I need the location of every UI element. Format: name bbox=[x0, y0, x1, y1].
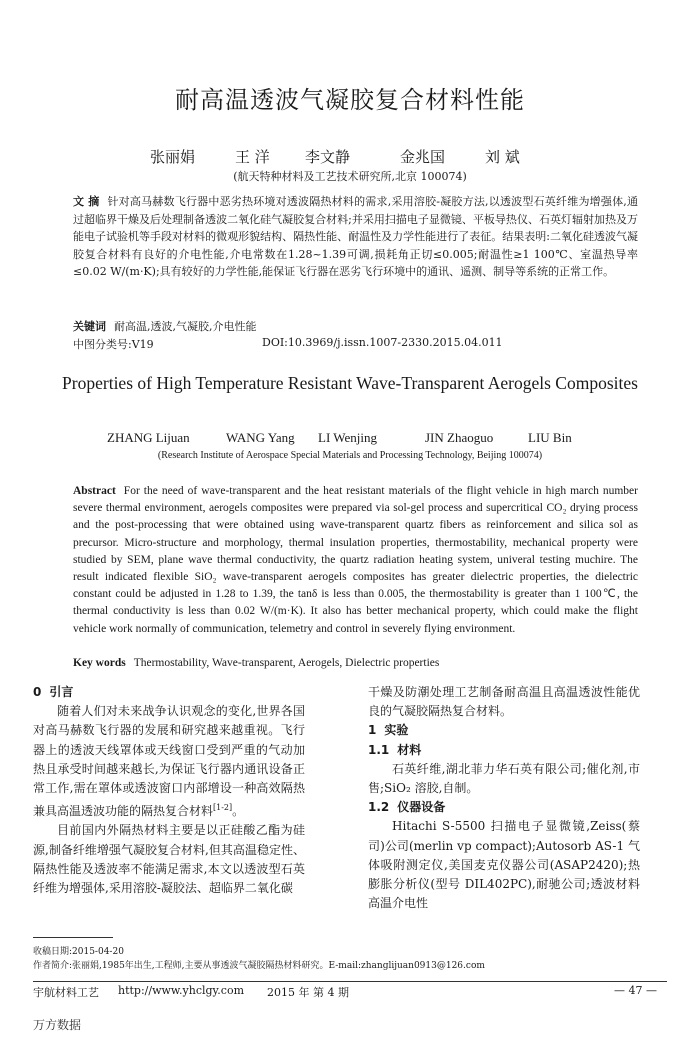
footnote-author-bio: 作者简介:张丽娟,1985年出生,工程师,主要从事透波气凝胶隔热材料研究。E-mail:zhanglijuan0913@126.com bbox=[33, 961, 485, 971]
body-column-right bbox=[368, 683, 640, 913]
materials-paragraph: 石英纤维,湖北菲力华石英有限公司;催化剂,市售;SiO₂ 溶胶,自制。 bbox=[368, 761, 640, 796]
paper-title-en: Properties of High Temperature Resistant Wave-Transparent Aerogels Composites bbox=[62, 373, 638, 393]
section-number: 1.1 bbox=[368, 742, 390, 757]
footnote-divider bbox=[33, 937, 113, 938]
author-name-cn: 王 洋 bbox=[235, 148, 270, 166]
keywords-cn bbox=[73, 318, 638, 334]
affiliation-en: (Research Institute of Aerospace Special Materials and Processing Technology, Beijing 100074) bbox=[157, 450, 543, 461]
keywords-label-cn: 关键词 bbox=[73, 320, 106, 333]
footer-divider bbox=[33, 981, 667, 982]
watermark-text: 万方数据 bbox=[33, 1018, 82, 1032]
page-number: — 47 — bbox=[614, 984, 657, 997]
abstract-en bbox=[73, 483, 638, 638]
footer-url-link[interactable]: http://www.yhclgy.com bbox=[118, 984, 245, 997]
section-title: 引言 bbox=[49, 685, 74, 699]
intro-paragraph-continued: 干燥及防潮处理工艺制备耐高温且高温透波性能优良的气凝胶隔热复合材料。 bbox=[368, 685, 640, 719]
author-name-en: ZHANG Lijuan bbox=[107, 430, 190, 445]
author-name-en: JIN Zhaoguo bbox=[425, 430, 494, 445]
footer-journal-name: 宇航材料工艺 bbox=[33, 986, 99, 999]
keywords-label-en: Key words bbox=[73, 657, 126, 669]
section-title: 实验 bbox=[384, 723, 409, 738]
abstract-label-cn: 文 摘 bbox=[73, 195, 100, 208]
doi-link[interactable]: DOI:10.3969/j.issn.1007-2330.2015.04.011 bbox=[262, 336, 503, 349]
author-name-en: LIU Bin bbox=[528, 430, 572, 445]
paragraph-text: 随着人们对未来战争认识观念的变化,世界各国对高马赫数飞行器的发展和研究越来越重视。飞行器上的透波天线罩体或天线窗口受到严重的气动加热且承受时间越来越长,为保证飞行器内通讯设备正常工作,需在罩体或透波窗口内部增设一种高效隔热兼具高温透波功能的隔热复合材料 bbox=[33, 704, 305, 819]
abstract-label-en: Abstract bbox=[73, 485, 116, 497]
classification-line bbox=[73, 336, 638, 352]
section-number: 0 bbox=[33, 685, 42, 699]
subsection-heading-equipment bbox=[368, 798, 640, 817]
subsection-heading-materials bbox=[368, 741, 640, 760]
affiliation-cn: (航天特种材料及工艺技术研究所,北京 100074) bbox=[233, 170, 467, 183]
equipment-paragraph: Hitachi S-5500 扫描电子显微镜,Zeiss(蔡司)公司(merlin vp compact);Autosorb AS-1 气体吸附测定仪,美国麦克仪器公司(ASAP2420);热膨胀分析仪(型号 DIL402PC),耐驰公司;透波材料高温介电性 bbox=[368, 819, 640, 911]
section-number: 1.2 bbox=[368, 800, 390, 815]
author-name-cn: 李文静 bbox=[305, 148, 351, 166]
classification-number: 中图分类号:V19 bbox=[73, 338, 154, 351]
abstract-cn bbox=[73, 193, 638, 281]
section-heading-introduction bbox=[33, 683, 305, 702]
keywords-en bbox=[73, 657, 638, 669]
author-name-en: WANG Yang bbox=[226, 430, 295, 445]
section-title: 材料 bbox=[397, 742, 422, 757]
section-title: 仪器设备 bbox=[397, 800, 446, 815]
author-name-en: LI Wenjing bbox=[318, 430, 378, 445]
section-number: 1 bbox=[368, 723, 377, 738]
intro-paragraph-1 bbox=[33, 702, 305, 821]
body-column-left bbox=[33, 683, 305, 898]
intro-paragraph-2: 目前国内外隔热材料主要是以正硅酸乙酯为硅源,制备纤维增强气凝胶复合材料,但其高温稳定性、隔热性能及透波率不能满足需求,本文以透波型石英纤维为增强体,采用溶胶-凝胶法、超临界二氧化碳 bbox=[33, 823, 305, 896]
author-name-cn: 金兆国 bbox=[400, 148, 446, 166]
keywords-text-en: Thermostability, Wave-transparent, Aerogels, Dielectric properties bbox=[133, 657, 440, 669]
footnote-received-date: 收稿日期:2015-04-20 bbox=[33, 947, 124, 957]
paragraph-end: 。 bbox=[232, 804, 245, 819]
citation-ref[interactable]: [1-2] bbox=[213, 803, 233, 813]
author-name-cn: 张丽娟 bbox=[150, 148, 196, 166]
keywords-text-cn: 耐高温,透波,气凝胶,介电性能 bbox=[114, 320, 257, 333]
author-name-cn: 刘 斌 bbox=[485, 148, 520, 166]
footer-issue: 2015 年 第 4 期 bbox=[267, 986, 349, 999]
section-heading-experiment bbox=[368, 721, 640, 740]
abstract-text-cn: 针对高马赫数飞行器中恶劣热环境对透波隔热材料的需求,采用溶胶-凝胶方法,以透波型石英纤维为增强体,通过超临界干燥及后处理制备透波二氧化硅气凝胶复合材料;并采用扫描电子显微镜、平板导热仪、石英灯辐射加热及万能电子试验机等手段对材料的微观形貌结构、隔热性能、耐温性及力学性能进行了表征。结果表明:二氧化硅透波气凝胶复合材料有良好的介电性能,介电常数在1.28~1.39可调,损耗角正切≤0.005;耐温性≥1 100℃、室温热导率≤0.02 W/(m·K);具有较好的力学性能,能保证飞行器在恶劣飞行环境中的通讯、遥测、制导等系统的正常工作。 bbox=[73, 195, 638, 279]
paper-title-cn: 耐高温透波气凝胶复合材料性能 bbox=[175, 86, 525, 114]
abstract-text-en: For the need of wave-transparent and the heat resistant materials of the flight vehicle in high march number severe thermal environment, aerogels composites were prepared via sol-gel process and supercritical CO₂ drying process and the post-processing that were obtained using wave-transparent quartz fibers as reinforcement and silica sol as precursor. Micro-structure and morphology, thermal insulation properties, thermostability, mechanical property were studied by SEM, plane wave thermal conductivity, the quartz radiation heating system, univeral testing muchire. The result indicated flexible SiO₂ wave-transparent aerogels composites has greater dielectric properties, the dielectric constant could be adjusted in 1.28 to 1.39, the tanδ is less than 0.005, the thermostability is greater than 1 100℃, the thermal conductivity is less than 0.02 W/(m·K). It also has better mechanical property, which could make the flight vehicle work normally of communication, telemetry and control in severely flying environment. bbox=[73, 485, 638, 635]
